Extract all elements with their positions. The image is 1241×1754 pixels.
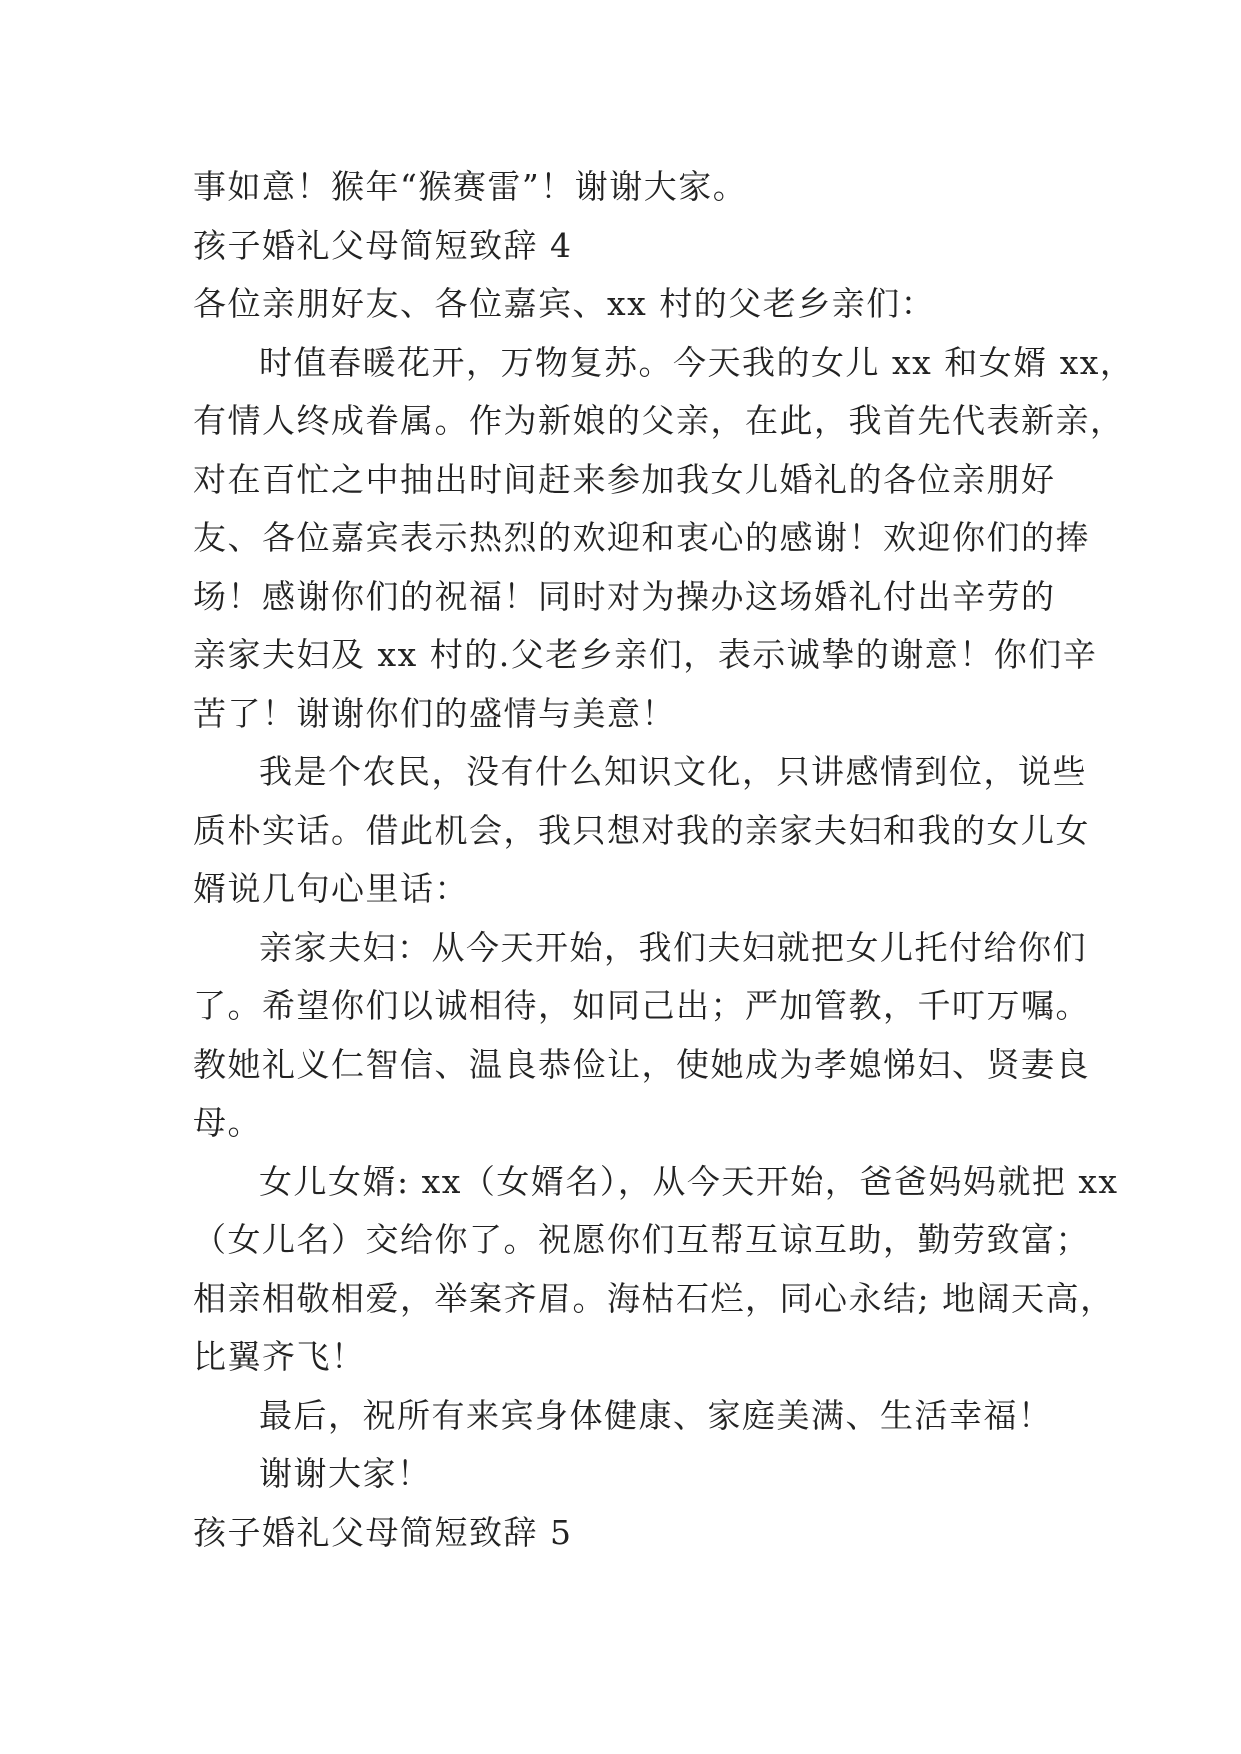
text-line: 最后，祝所有来宾身体健康、家庭美满、生活幸福！ <box>259 1395 1053 1435</box>
text-line: 女儿女婿: xx（女婿名），从今天开始，爸爸妈妈就把 xx <box>259 1161 1119 1201</box>
section-heading: 孩子婚礼父母简短致辞 5 <box>193 1512 573 1552</box>
text-line: （女儿名）交给你了。祝愿你们互帮互谅互助，勤劳致富； <box>193 1220 1090 1259</box>
text-line: 各位亲朋好友、各位嘉宾、xx 村的父老乡亲们： <box>193 284 936 323</box>
text-line: 苦了！谢谢你们的盛情与美意！ <box>193 693 676 733</box>
text-line: 婿说几句心里话： <box>193 869 469 908</box>
text-line: 事如意！猴年“猴赛雷”！谢谢大家。 <box>193 167 748 206</box>
section-heading: 孩子婚礼父母简短致辞 4 <box>193 225 573 265</box>
text-line: 教她礼义仁智信、温良恭俭让，使她成为孝媳悌妇、贤妻良 <box>193 1044 1090 1084</box>
document-body <box>193 158 1135 1562</box>
text-line: 亲家夫妇：从今天开始，我们夫妇就把女儿托付给你们 <box>259 927 1087 967</box>
text-line: 时值春暖花开，万物复苏。今天我的女儿 xx 和女婿 xx， <box>259 342 1135 382</box>
text-line: 谢谢大家！ <box>259 1454 432 1493</box>
text-line: 相亲相敬相爱，举案齐眉。海枯石烂，同心永结; 地阔天高， <box>193 1278 1115 1318</box>
text-line: 比翼齐飞！ <box>193 1337 366 1376</box>
text-line: 亲家夫妇及 xx 村的.父老乡亲们，表示诚挚的谢意！你们辛 <box>193 635 1098 674</box>
text-line: 质朴实话。借此机会，我只想对我的亲家夫妇和我的女儿女 <box>193 810 1090 850</box>
text-line: 友、各位嘉宾表示热烈的欢迎和衷心的感谢！欢迎你们的捧 <box>193 518 1090 557</box>
text-line: 母。 <box>193 1103 262 1142</box>
text-line: 了。希望你们以诚相待，如同己出；严加管教，千叮万嘱。 <box>193 986 1090 1025</box>
text-line: 对在百忙之中抽出时间赶来参加我女儿婚礼的各位亲朋好 <box>193 459 1056 499</box>
text-line: 有情人终成眷属。作为新娘的父亲，在此，我首先代表新亲， <box>193 401 1125 440</box>
text-line: 我是个农民，没有什么知识文化，只讲感情到位，说些 <box>259 752 1087 791</box>
text-line: 场！感谢你们的祝福！同时对为操办这场婚礼付出辛劳的 <box>193 576 1056 616</box>
